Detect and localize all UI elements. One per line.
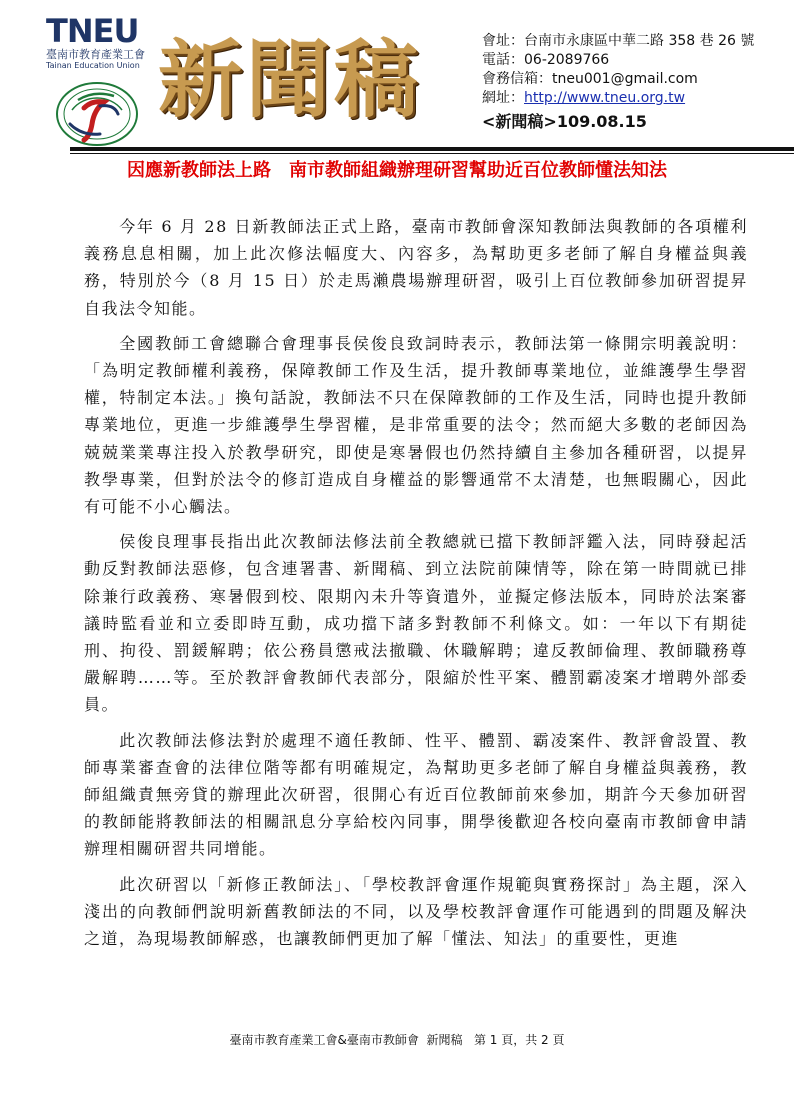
header-divider-thick	[70, 147, 794, 151]
contact-phone: 電話：06-2089766	[482, 52, 610, 68]
contact-info	[482, 32, 754, 131]
logo-wordmark: TNEU	[46, 12, 139, 50]
logo-name-cn: 臺南市教育產業工會	[46, 48, 145, 61]
page-footer: 臺南市教育產業工會&臺南市教師會 新聞稿 第 1 頁，共 2 頁	[229, 1033, 565, 1047]
header-divider-thin	[70, 153, 794, 154]
body-paragraph: 此次研習以「新修正教師法」、「學校教評會運作規範與實務探討」為主題，深入淺出的向教師們說明新舊教師法的不同，以及學校教評會運作可能遇到的問題及解決之道，為現場教師解惑，也讓教師們更加了解「懂法、知法」的重要性，更進	[84, 874, 748, 949]
contact-website-link[interactable]: http://www.tneu.org.tw	[524, 90, 686, 106]
release-date: <新聞稿>109.08.15	[482, 112, 647, 131]
body-paragraph: 此次教師法修法對於處理不適任教師、性平、體罰、霸凌案件、教評會設置、教師專業審查會的法律位階等都有明確規定，為幫助更多老師了解自身權益與義務，教師組織責無旁貸的辦理此次研習，很開心有近百位教師前來參加，期許今天參加研習的教師能將教師法的相關訊息分享給校內同事，開學後歡迎各校向臺南市教師會申請辦理相關研習共同增能。	[84, 730, 748, 859]
contact-website-label: 網址：	[482, 90, 524, 106]
contact-address: 會址：台南市永康區中華二路 358 巷 26 號	[482, 33, 755, 49]
letterhead	[0, 0, 794, 150]
contact-website-row	[482, 89, 754, 108]
contact-email[interactable]: tneu001@gmail.com	[552, 71, 698, 87]
body-paragraph: 今年 6 月 28 日新教師法正式上路，臺南市教師會深知教師法與教師的各項權利義務息息相關，加上此次修法幅度大、內容多，為幫助更多老師了解自身權益與義務，特別於今（8 月 15 日）於走馬瀨農場辦理研習，吸引上百位教師參加研習提昇自我法令知能。	[84, 217, 748, 318]
tneu-logo	[46, 14, 156, 144]
contact-email-label: 會務信箱：	[482, 71, 552, 87]
article-body	[84, 213, 748, 960]
contact-email-row	[482, 70, 754, 89]
article-headline: 因應新教師法上路 南市教師組織辦理研習幫助近百位教師懂法知法	[127, 160, 667, 181]
body-paragraph: 全國教師工會總聯合會理事長侯俊良致詞時表示，教師法第一條開宗明義說明：「為明定教師權利義務，保障教師工作及生活，提升教師專業地位，並維護學生學習權，特制定本法。」換句話說，教師法不只在保障教師的工作及生活，同時也提升教師專業地位，更進一步維護學生學習權，是非常重要的法令；然而絕大多數的老師因為兢兢業業專注投入於教學研究，即使是寒暑假也仍然持續自主參加各種研習，以提昇教學專業，但對於法令的修訂造成自身權益的影響通常不太清楚，也無暇關心，因此有可能不小心觸法。	[84, 333, 748, 517]
press-release-title: 新聞稿	[158, 30, 423, 129]
body-paragraph: 侯俊良理事長指出此次教師法修法前全教總就已擋下教師評鑑入法，同時發起活動反對教師法惡修，包含連署書、新聞稿、到立法院前陳情等，除在第一時間就已排除兼行政義務、寒暑假到校、限期內未升等資遣外，並擬定修法版本，同時於法案審議時監看並和立委即時互動，成功擋下諸多對教師不利條文。如：一年以下有期徒刑、拘役、罰鍰解聘；依公務員懲戒法撤職、休職解聘；違反教師倫理、教師職務尊嚴解聘……等。至於教評會教師代表部分，限縮於性平案、體罰霸凌案才增聘外部委員。	[84, 532, 748, 715]
logo-name-en: Tainan Education Union	[46, 61, 140, 70]
teachers-association-seal-icon	[54, 80, 140, 148]
